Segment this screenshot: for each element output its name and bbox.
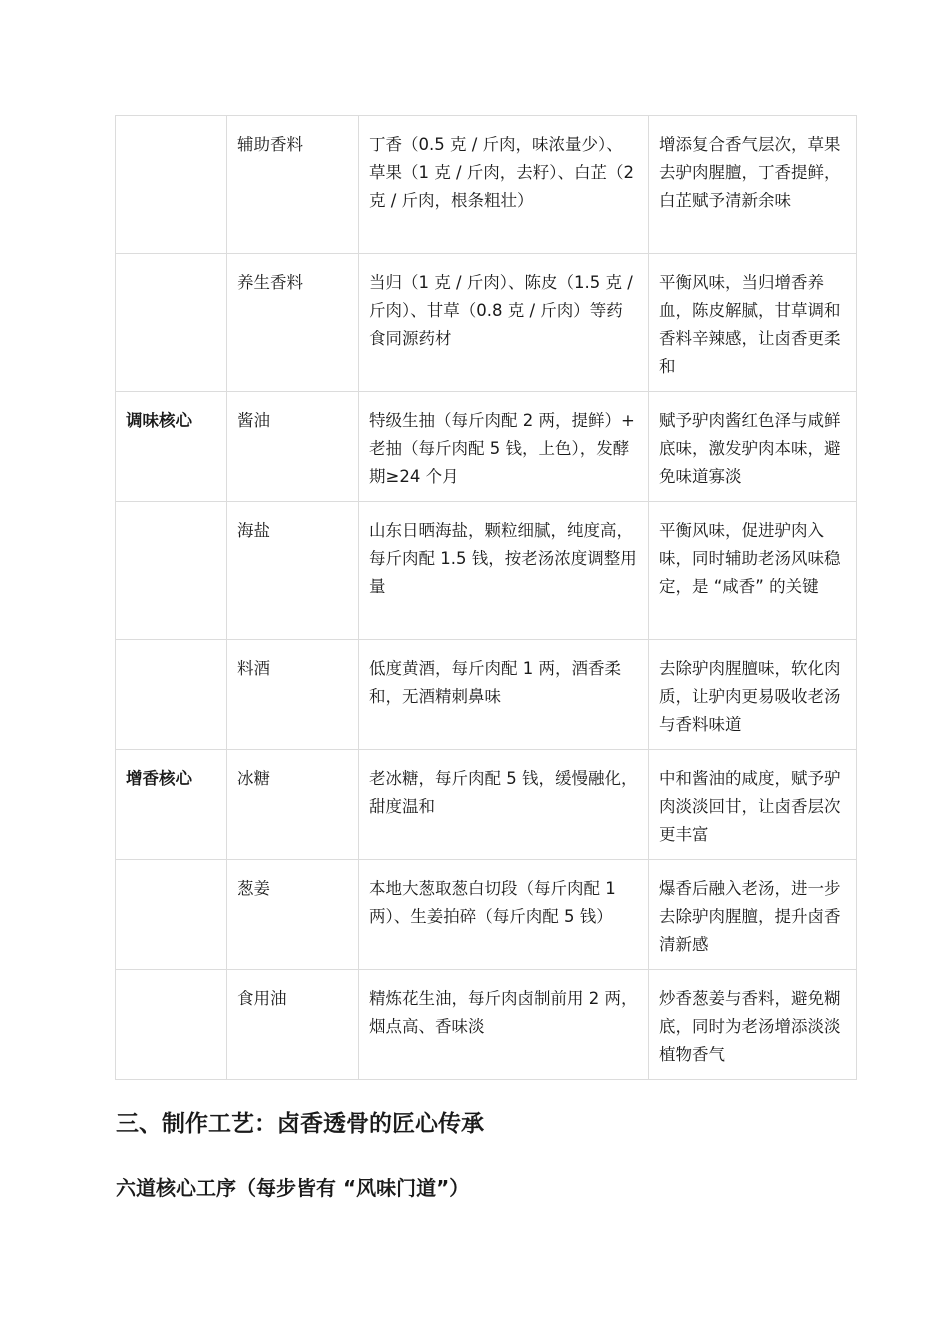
category-cell: 增香核心	[116, 750, 227, 860]
ingredient-table	[115, 115, 857, 1080]
effect-cell: 中和酱油的咸度，赋予驴肉淡淡回甘，让卤香层次更丰富	[649, 750, 857, 860]
effect-cell: 炒香葱姜与香料，避免糊底，同时为老汤增添淡淡植物香气	[649, 970, 857, 1080]
item-cell: 养生香料	[227, 254, 359, 392]
category-cell	[116, 640, 227, 750]
item-cell: 海盐	[227, 502, 359, 640]
table-row	[116, 860, 857, 970]
category-cell	[116, 502, 227, 640]
effect-cell: 赋予驴肉酱红色泽与咸鲜底味，激发驴肉本味，避免味道寡淡	[649, 392, 857, 502]
effect-cell: 平衡风味，促进驴肉入味，同时辅助老汤风味稳定，是 “咸香” 的关键	[649, 502, 857, 640]
item-cell: 冰糖	[227, 750, 359, 860]
table-row	[116, 970, 857, 1080]
spec-cell: 精炼花生油，每斤肉卤制前用 2 两，烟点高、香味淡	[359, 970, 649, 1080]
section-heading: 三、制作工艺：卤香透骨的匠心传承	[116, 1111, 484, 1137]
table-row	[116, 502, 857, 640]
category-cell	[116, 970, 227, 1080]
spec-cell: 老冰糖，每斤肉配 5 钱，缓慢融化，甜度温和	[359, 750, 649, 860]
subsection-heading: 六道核心工序（每步皆有 “风味门道”）	[116, 1176, 470, 1200]
effect-cell: 去除驴肉腥膻味，软化肉质，让驴肉更易吸收老汤与香料味道	[649, 640, 857, 750]
category-cell	[116, 860, 227, 970]
item-cell: 辅助香料	[227, 116, 359, 254]
effect-cell: 平衡风味，当归增香养血，陈皮解腻，甘草调和香料辛辣感，让卤香更柔和	[649, 254, 857, 392]
spec-cell: 本地大葱取葱白切段（每斤肉配 1 两）、生姜拍碎（每斤肉配 5 钱）	[359, 860, 649, 970]
table-row	[116, 254, 857, 392]
item-cell: 葱姜	[227, 860, 359, 970]
effect-cell: 增添复合香气层次，草果去驴肉腥膻，丁香提鲜，白芷赋予清新余味	[649, 116, 857, 254]
category-cell: 调味核心	[116, 392, 227, 502]
spec-cell: 特级生抽（每斤肉配 2 两，提鲜）+ 老抽（每斤肉配 5 钱，上色），发酵期≥24 个月	[359, 392, 649, 502]
table-row	[116, 392, 857, 502]
spec-cell: 山东日晒海盐，颗粒细腻，纯度高，每斤肉配 1.5 钱，按老汤浓度调整用量	[359, 502, 649, 640]
effect-cell: 爆香后融入老汤，进一步去除驴肉腥膻，提升卤香清新感	[649, 860, 857, 970]
item-cell: 食用油	[227, 970, 359, 1080]
table-row	[116, 116, 857, 254]
item-cell: 料酒	[227, 640, 359, 750]
spec-cell: 丁香（0.5 克 / 斤肉，味浓量少）、草果（1 克 / 斤肉，去籽）、白芷（2 克 / 斤肉，根条粗壮）	[359, 116, 649, 254]
category-cell	[116, 116, 227, 254]
spec-cell: 低度黄酒，每斤肉配 1 两，酒香柔和，无酒精刺鼻味	[359, 640, 649, 750]
category-cell	[116, 254, 227, 392]
table-row	[116, 640, 857, 750]
spec-cell: 当归（1 克 / 斤肉）、陈皮（1.5 克 / 斤肉）、甘草（0.8 克 / 斤肉）等药食同源药材	[359, 254, 649, 392]
table-row	[116, 750, 857, 860]
item-cell: 酱油	[227, 392, 359, 502]
